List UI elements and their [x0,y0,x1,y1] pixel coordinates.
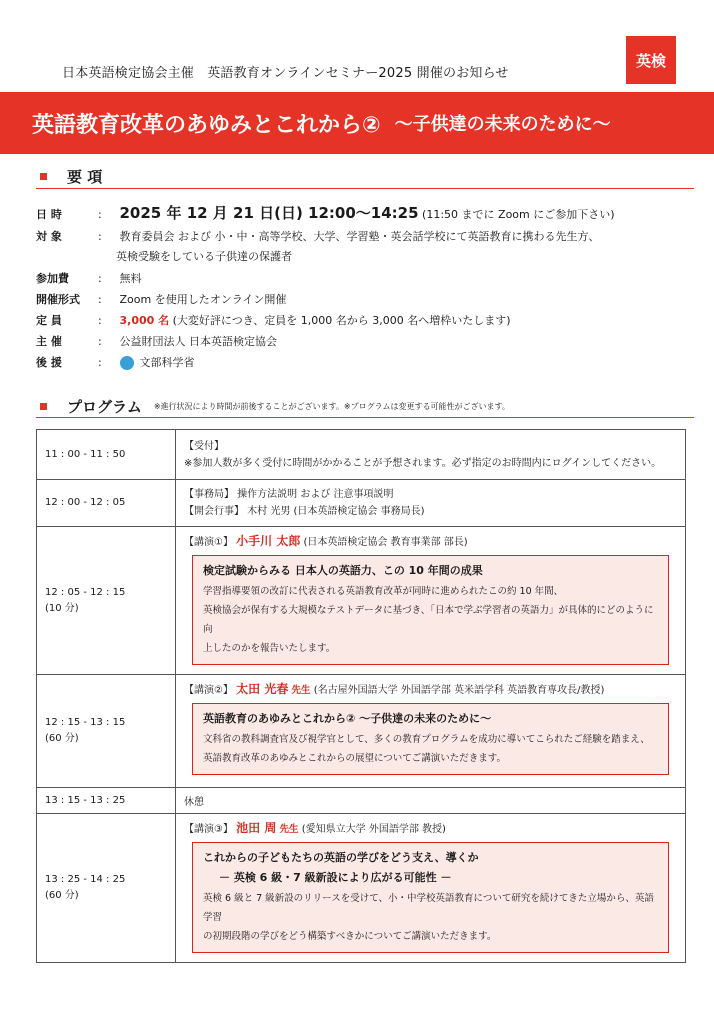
lecture-box: 英語教育のあゆみとこれから② ～子供達の未来のために～ 文科省の教科調査官及び視学官として、多くの教育プログラムを成功に導いてこられたご経験を踏まえ、 英語教育改革のあゆみとこれからの展望についてご講演いただきます。 [192,703,669,775]
overview-rule [36,188,694,189]
time-cell: 12 : 15 - 13 : 15 (60 分) [37,675,176,788]
event-date-note: (11:50 までに Zoom にご参加下さい) [422,208,615,221]
program-table [36,429,686,963]
overview-row-support: 後 援 : 文部科学省 [36,356,195,369]
lecture-speaker: 【講演②】 太田 光春 先生 (名古屋外国語大学 外国語学部 英米語学科 英語教育専攻長/教授) [184,682,605,696]
table-row [37,527,686,675]
lecture-speaker: 【講演③】 池田 周 先生 (愛知県立大学 外国語学部 教授) [184,821,446,835]
speaker-name: 小手川 太郎 [236,534,301,548]
table-row: 12 : 00 - 12 : 05 【事務局】 操作方法説明 および 注意事項説明 【開会行事】 木村 光男 (日本英語検定協会 事務局長) [37,480,686,527]
title-banner [0,92,714,154]
overview-row-capacity: 定 員 : 3,000 名 (大変好評につき、定員を 1,000 名から 3,000 名へ増枠いたします) [36,314,511,327]
table-row: 11 : 00 - 11 : 50 【受付】 ※参加人数が多く受付に時間がかかることが予想されます。必ず指定のお時間内にログインしてください。 [37,430,686,480]
banner-title: 英語教育改革のあゆみとこれから② [32,112,381,138]
overview-row-datetime: 日 時 : 2025 年 12 月 21 日(日) 12:00～14:25 (11:50 までに Zoom にご参加下さい) [36,204,615,222]
time-cell: 13 : 15 - 13 : 25 [37,788,176,814]
event-date: 2025 年 12 月 21 日(日) 12:00～14:25 [119,204,419,222]
lecture-box: 検定試験からみる 日本人の英語力、この 10 年間の成果 学習指導要領の改訂に代表される英語教育改革が同時に進められたこの約 10 年間、 英検協会が保有する大規模なテストデータに基づき、「日本で学ぶ学習者の英語力」が具体的にどのように向 上したのかを報告いたします。 [192,555,669,665]
overview-row-fee: 参加費 : 無料 [36,272,142,285]
program-note: ※進行状況により時間が前後することがございます。※プログラムは変更する可能性がございます。 [153,402,510,411]
capacity-highlight: 3,000 名 [119,314,170,327]
eiken-logo: 英検 [626,36,676,84]
bullet-square-icon [40,173,47,180]
overview-row-target-line2: 英検受験をしている子供達の保護者 [116,250,292,263]
organizer-line: 日本英語検定協会主催 英語教育オンラインセミナー2025 開催のお知らせ [62,66,509,81]
table-row: 13 : 15 - 13 : 25 休憩 [37,788,686,814]
overview-row-host: 主 催 : 公益財団法人 日本英語検定協会 [36,335,277,348]
banner-subtitle: ～子供達の未来のために～ [394,114,611,135]
overview-row-format: 開催形式 : Zoom を使用したオンライン開催 [36,293,287,306]
speaker-name: 太田 光春 [236,682,289,696]
table-row [37,814,686,963]
time-cell: 11 : 00 - 11 : 50 [37,430,176,480]
program-heading: プログラム ※進行状況により時間が前後することがございます。※プログラムは変更する可能性がございます。 [40,396,510,417]
overview-row-target: 対 象 : 教育委員会 および 小・中・高等学校、大学、学習塾・英会話学校にて英語教育に携わる先生方、 [36,230,600,243]
overview-heading: 要 項 [40,166,102,187]
time-cell: 12 : 05 - 12 : 15 (10 分) [37,527,176,675]
time-cell: 12 : 00 - 12 : 05 [37,480,176,527]
time-cell: 13 : 25 - 14 : 25 (60 分) [37,814,176,963]
mext-emblem-icon [120,356,134,370]
bullet-square-icon [40,403,47,410]
lecture-box: これからの子どもたちの英語の学びをどう支え、導くか － 英検 6 級・7 級新設により広がる可能性 － 英検 6 級と 7 級新設のリリースを受けて、小・中学校英語教育について研究を続けてきた立場から、英語学習 の初期段階の学びをどう構築すべきかについてご講演いただきます。 [192,842,669,953]
program-rule [36,417,694,418]
table-row [37,675,686,788]
lecture-speaker: 【講演①】 小手川 太郎 (日本英語検定協会 教育事業部 部長) [184,534,468,548]
speaker-name: 池田 周 [236,821,277,835]
